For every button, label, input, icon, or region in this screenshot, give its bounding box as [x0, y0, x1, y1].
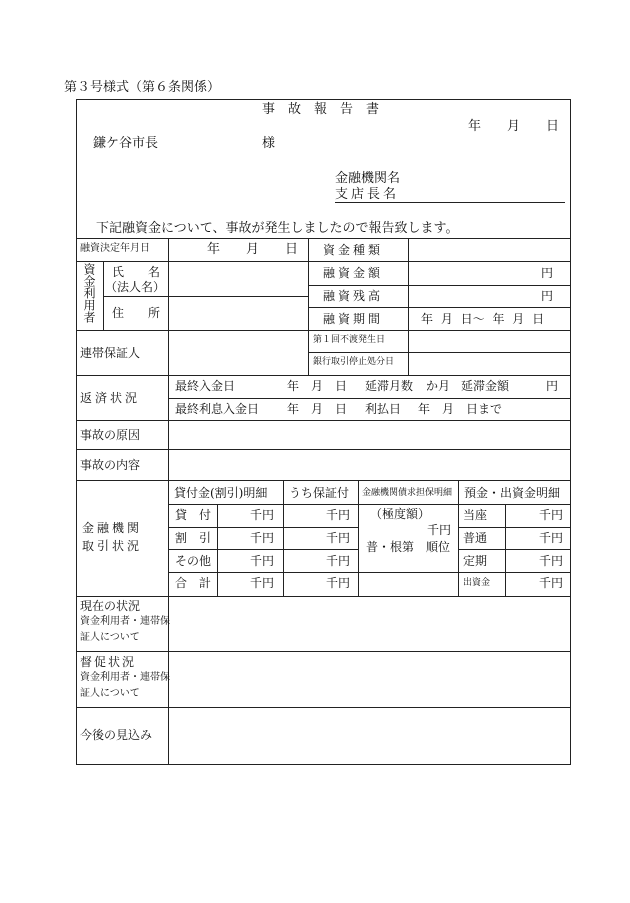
loan-row-amount: 千円	[250, 554, 275, 568]
collateral-rank: 普・根第 順位	[366, 540, 451, 554]
column-line	[505, 504, 506, 596]
row-line	[76, 238, 571, 239]
loan-row-guaranteed: 千円	[326, 554, 351, 568]
loan-row-label: 割 引	[175, 531, 212, 545]
guarantor-label: 連帯保証人	[80, 346, 141, 360]
column-line	[283, 480, 284, 596]
deposit-row-amount: 千円	[539, 531, 564, 545]
column-line	[408, 238, 409, 375]
outlook-label: 今後の見込み	[80, 728, 153, 742]
row-line	[76, 596, 571, 597]
row-line	[76, 261, 571, 262]
collateral-limit-label: （極度額）	[370, 507, 431, 521]
deposit-row-amount: 千円	[539, 508, 564, 522]
collateral-limit-unit: 千円	[427, 523, 452, 537]
column-line	[168, 238, 169, 765]
dunning-status-sub-1: 資金利用者・連帯保	[80, 672, 170, 683]
row-line	[308, 285, 571, 286]
last-interest-payment-label: 最終利息入金日	[175, 402, 260, 416]
row-line	[168, 527, 358, 528]
loan-balance-label: 融資残高	[323, 289, 384, 303]
row-line	[76, 480, 571, 481]
column-line	[308, 238, 309, 330]
dunning-status-label: 督促状況	[80, 655, 137, 669]
row-line	[103, 296, 308, 297]
deposit-row-amount: 千円	[539, 554, 564, 568]
intro-text: 下記融資金について、事故が発生しましたので報告致します。	[96, 221, 459, 236]
decision-date-value: 年 月 日	[207, 242, 299, 257]
row-line	[76, 449, 571, 450]
column-line	[308, 330, 309, 375]
collateral-detail-header: 金融機関債求担保明細	[362, 488, 453, 498]
column-line	[458, 480, 459, 596]
accident-content-label: 事故の内容	[80, 458, 141, 472]
deposit-row-amount: 千円	[539, 576, 564, 590]
loan-amount-label: 融資金額	[323, 266, 384, 280]
row-line	[308, 307, 571, 308]
loan-balance-unit: 円	[541, 289, 554, 303]
dunning-status-sub-2: 証人について	[80, 688, 140, 699]
loan-period-label: 融資期間	[323, 312, 384, 326]
column-line	[358, 480, 359, 596]
current-status-sub-1: 資金利用者・連帯保	[80, 616, 170, 627]
loan-row-guaranteed: 千円	[326, 508, 351, 522]
current-status-label: 現在の状況	[80, 599, 141, 613]
loan-row-label: 合 計	[175, 576, 212, 590]
interest-date-label: 利払日	[365, 402, 402, 416]
address-label: 住 所	[112, 306, 161, 320]
interest-paid-until: 年 月 日まで	[418, 402, 503, 416]
transaction-suspension-label: 銀行取引停止処分日	[313, 357, 395, 367]
deposit-row-label: 普通	[463, 531, 488, 545]
row-line	[168, 572, 571, 573]
branch-manager-label: 支店長名	[335, 188, 565, 203]
row-line	[76, 420, 571, 421]
loan-period-value: 年 月 日～ 年 月 日	[421, 312, 545, 326]
overdue-amount-label: 延滞金額	[461, 379, 510, 393]
row-line	[168, 549, 358, 550]
loan-row-label: 貸 付	[175, 508, 212, 522]
loan-row-guaranteed: 千円	[326, 576, 351, 590]
row-line	[458, 549, 571, 550]
honorific: 様	[262, 136, 276, 151]
deposit-detail-header: 預金・出資金明細	[464, 486, 561, 500]
column-line	[103, 261, 104, 330]
loan-row-amount: 千円	[250, 508, 275, 522]
row-line	[76, 707, 571, 708]
loan-amount-unit: 円	[541, 266, 554, 280]
deposit-row-label: 出資金	[463, 578, 491, 588]
deposit-row-label: 当座	[463, 508, 488, 522]
corporate-name-label: （法人名）	[105, 280, 166, 294]
months-unit: か月	[426, 379, 451, 393]
last-payment-date: 年 月 日	[287, 379, 348, 393]
repayment-label: 返済状況	[80, 391, 141, 405]
accident-cause-label: 事故の原因	[80, 428, 141, 442]
row-line	[168, 398, 571, 399]
loan-detail-header: 貸付金(割引)明細	[174, 486, 268, 500]
loan-row-amount: 千円	[250, 531, 275, 545]
row-line	[76, 375, 571, 376]
row-line	[458, 527, 571, 528]
report-date: 年 月 日	[468, 119, 560, 134]
addressee: 鎌ケ谷市長	[93, 136, 159, 151]
overdue-amount-unit: 円	[546, 379, 559, 393]
first-dishonor-label: 第１回不渡発生日	[313, 335, 386, 345]
loan-row-label: その他	[175, 554, 212, 568]
name-label: 氏 名	[112, 265, 161, 279]
borrower-label: 資金利用者	[82, 263, 96, 323]
row-line	[76, 651, 571, 652]
row-line	[308, 352, 571, 353]
column-line	[217, 504, 218, 596]
loan-row-guaranteed: 千円	[326, 531, 351, 545]
loan-row-amount: 千円	[250, 576, 275, 590]
overdue-months-label: 延滞月数	[365, 379, 414, 393]
bank-transactions-label-1: 金融機関	[82, 521, 143, 535]
guaranteed-header: うち保証付	[289, 486, 350, 500]
fund-type-label: 資金種類	[323, 243, 384, 257]
bank-transactions-label-2: 取引状況	[82, 539, 143, 553]
document-title: 事 故 報 告 書	[262, 102, 380, 117]
last-payment-label: 最終入金日	[175, 379, 236, 393]
form-number: 第３号様式（第６条関係）	[64, 80, 221, 95]
row-line	[168, 504, 571, 505]
last-interest-payment-date: 年 月 日	[287, 402, 348, 416]
decision-date-label: 融資決定年月日	[80, 243, 150, 254]
row-line	[76, 330, 571, 331]
deposit-row-label: 定期	[463, 554, 488, 568]
current-status-sub-2: 証人について	[80, 632, 140, 643]
bank-name-label: 金融機関名	[335, 171, 401, 186]
